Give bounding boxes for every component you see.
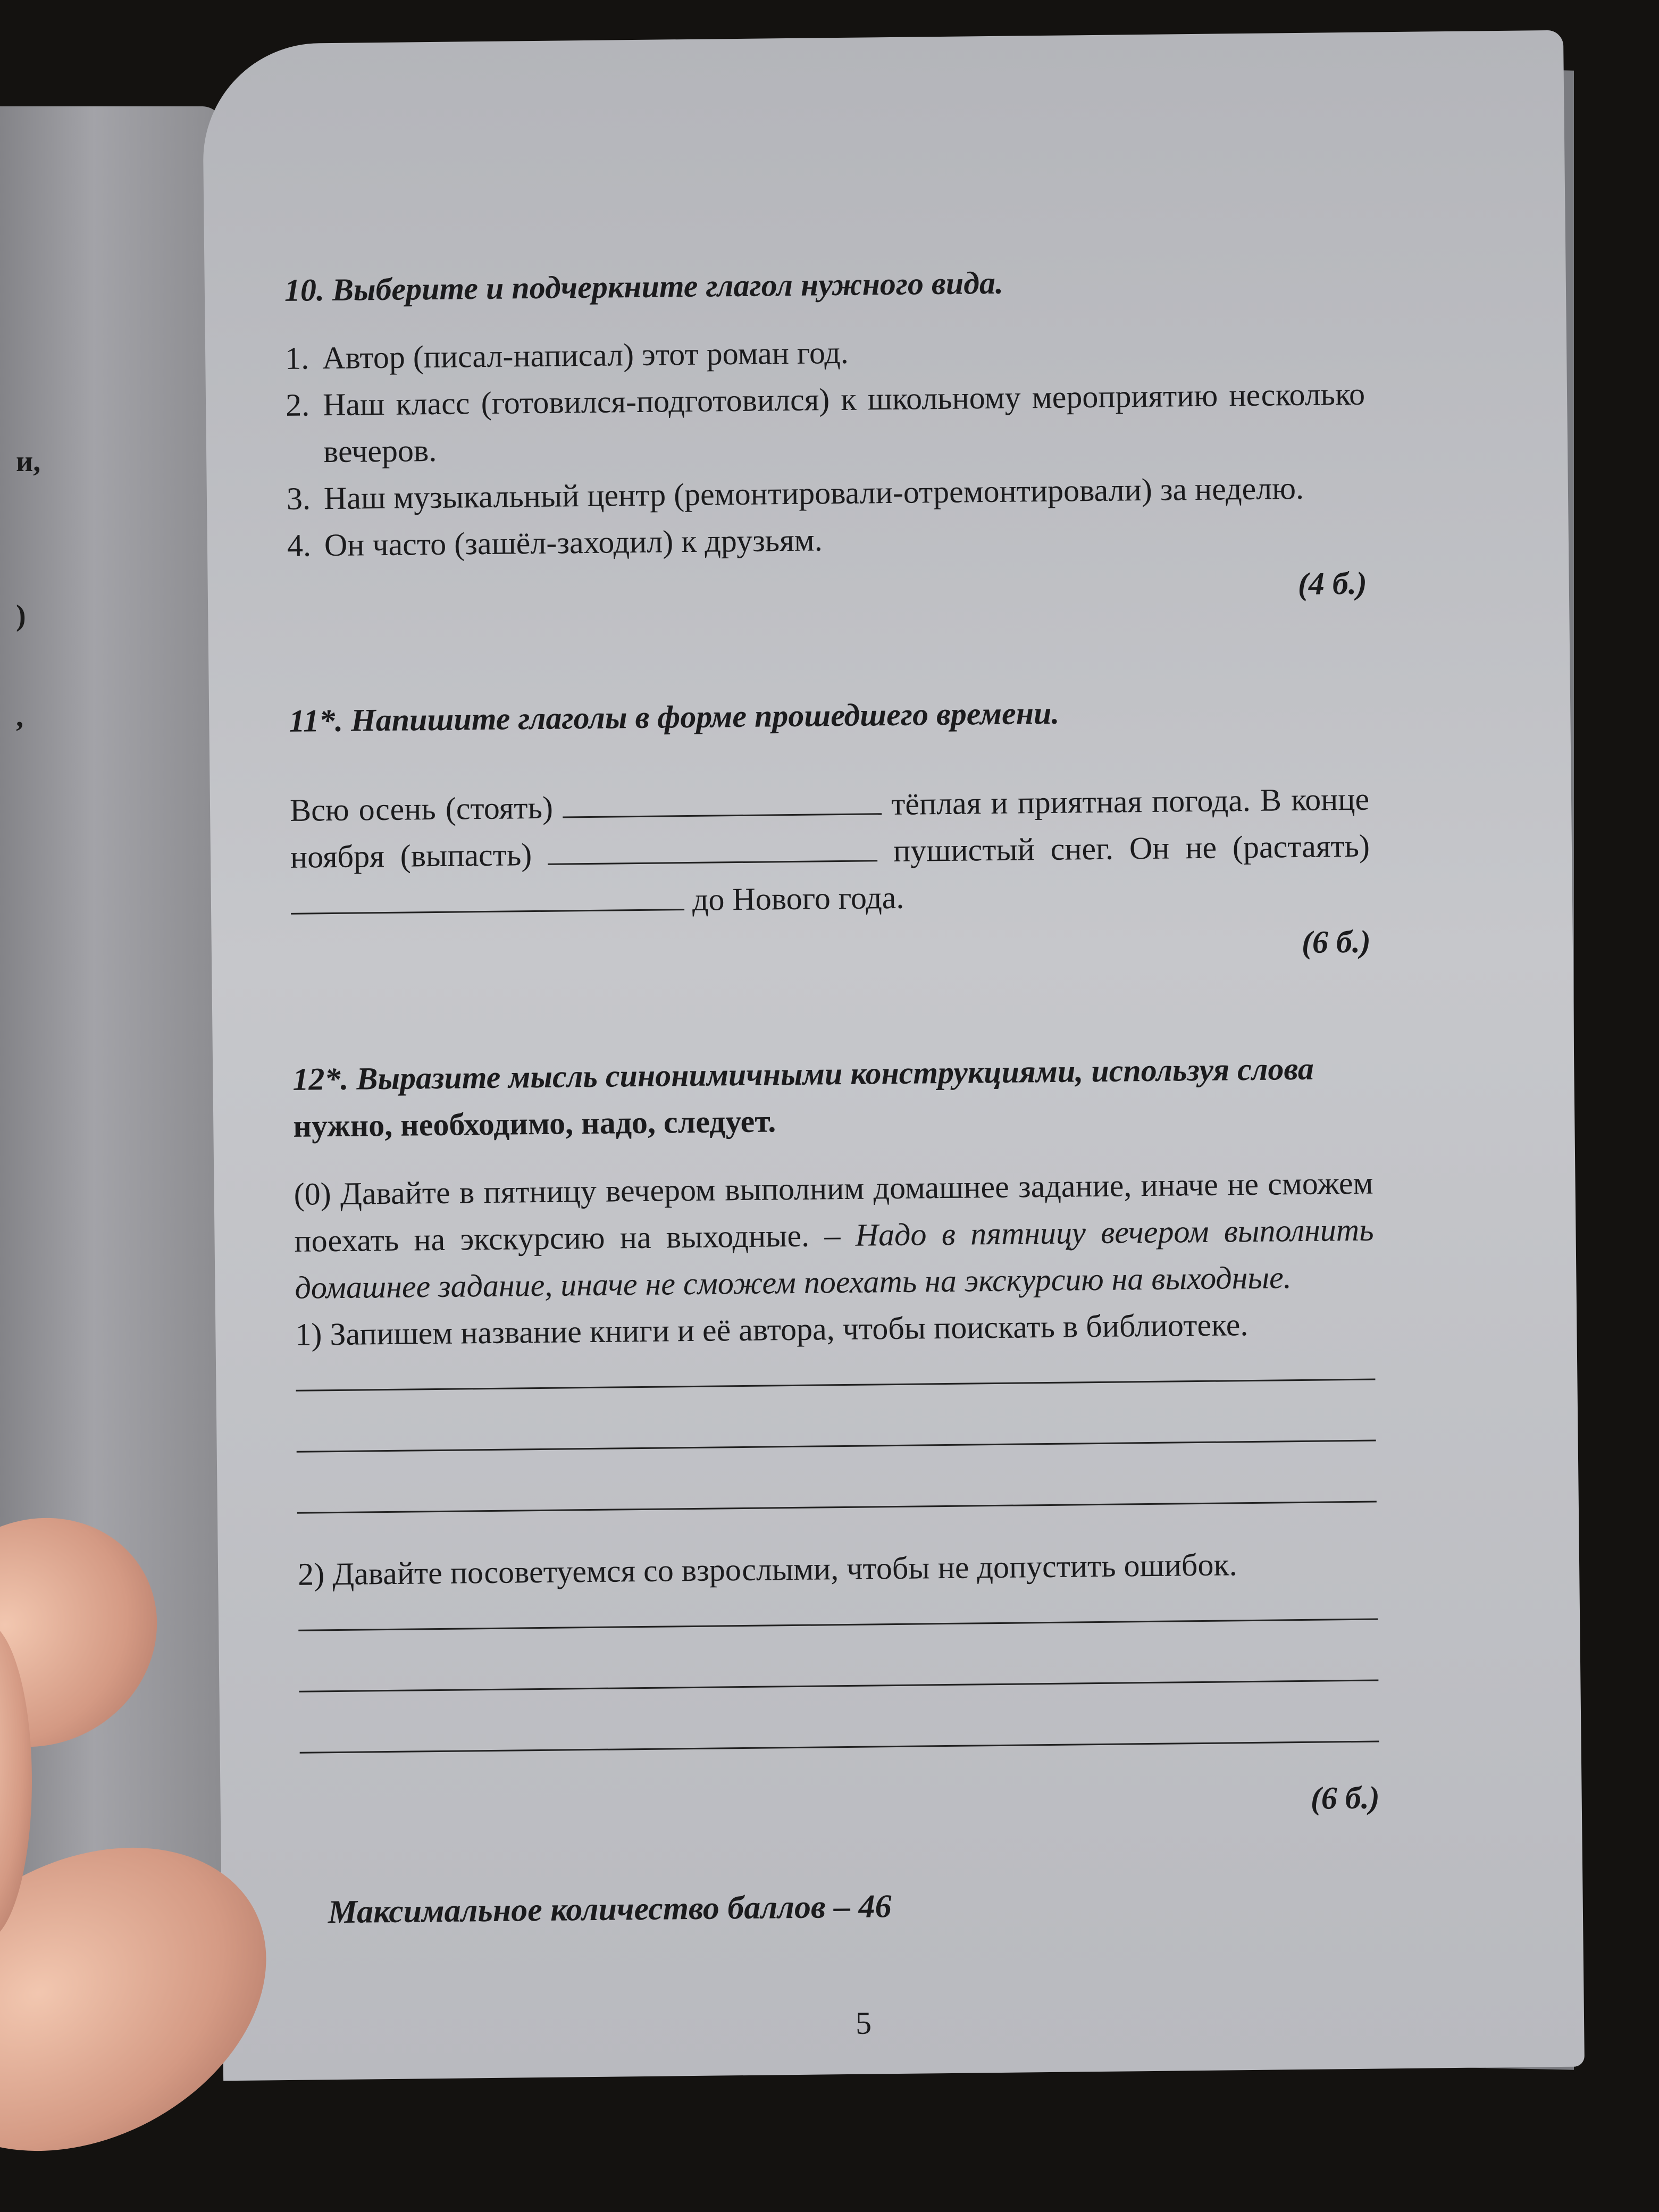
task-12-question-2: 2) Давайте посоветуемся со взрослыми, чтобы не допустить ошибок. bbox=[297, 1547, 1237, 1592]
task-11-part: пушистый снег. Он не (растаять) bbox=[893, 828, 1370, 868]
task-10-score: (4 б.) bbox=[1297, 565, 1368, 601]
task-12-example bbox=[294, 1160, 1375, 1311]
item-number: 3. bbox=[286, 481, 311, 516]
item-text: Наш музыкальный центр (ремонтировали-отремонтировали) за неделю. bbox=[323, 470, 1304, 516]
page-content bbox=[284, 256, 1380, 1832]
example-sentence: (0) Давайте в пятницу вечером выполним домашнее задание, иначе не сможем поехать на экскурсию на выходные. – bbox=[294, 1165, 1373, 1259]
item-text: Автор (писал-написал) этот роман год. bbox=[322, 334, 849, 376]
task-11-part: тёплая и приятная погода. В конце ноября (выпасть) bbox=[290, 781, 1370, 875]
answer-line[interactable] bbox=[298, 1620, 1378, 1692]
item-number: 1. bbox=[284, 340, 309, 376]
task-11-title: 11*. Напишите глаголы в форме прошедшего времени. bbox=[289, 695, 1060, 739]
answer-blank[interactable] bbox=[563, 781, 882, 818]
list-item bbox=[286, 371, 1366, 475]
workbook-page bbox=[202, 30, 1585, 2081]
item-number: 4. bbox=[287, 527, 312, 563]
answer-line[interactable] bbox=[296, 1380, 1376, 1453]
left-mark: и, bbox=[16, 445, 41, 478]
example-answer: Надо в пятницу вечером выполнить домашнее задание, иначе не сможем поехать на экскурсию на выходные. bbox=[295, 1212, 1374, 1305]
answer-line[interactable] bbox=[299, 1681, 1379, 1754]
task-12-score: (6 б.) bbox=[1310, 1780, 1380, 1816]
item-number: 2. bbox=[285, 387, 310, 423]
task-11-score: (6 б.) bbox=[1301, 924, 1371, 960]
task-12-title bbox=[292, 1045, 1373, 1150]
task-12-title-text: 12*. Выразите мысль синонимичными конструкциями, используя слова bbox=[292, 1051, 1314, 1097]
task-10-title: 10. Выберите и подчеркните глагол нужного вида. bbox=[284, 265, 1004, 308]
task-11-text bbox=[290, 776, 1371, 927]
left-mark: , bbox=[16, 700, 23, 733]
page-number: 5 bbox=[855, 2005, 872, 2041]
task-11-part: Всю осень (стоять) bbox=[289, 790, 554, 828]
item-text: Наш класс (готовился-подготовился) к школьному мероприятию несколько вечеров. bbox=[322, 376, 1365, 470]
answer-blank[interactable] bbox=[548, 828, 878, 865]
answer-blank[interactable] bbox=[291, 877, 685, 915]
task-12-question-1: 1) Запишем название книги и её автора, чтобы поискать в библиотеке. bbox=[295, 1307, 1249, 1352]
task-10-list bbox=[285, 324, 1367, 569]
left-mark: ) bbox=[16, 599, 26, 632]
max-score-footer: Максимальное количество баллов – 46 bbox=[328, 1888, 892, 1931]
task-11-part: до Нового года. bbox=[692, 879, 904, 917]
item-text: Он часто (зашёл-заходил) к друзьям. bbox=[324, 522, 823, 563]
answer-line[interactable] bbox=[297, 1442, 1377, 1514]
task-12-keywords: нужно, необходимо, надо, следует. bbox=[292, 1103, 776, 1144]
